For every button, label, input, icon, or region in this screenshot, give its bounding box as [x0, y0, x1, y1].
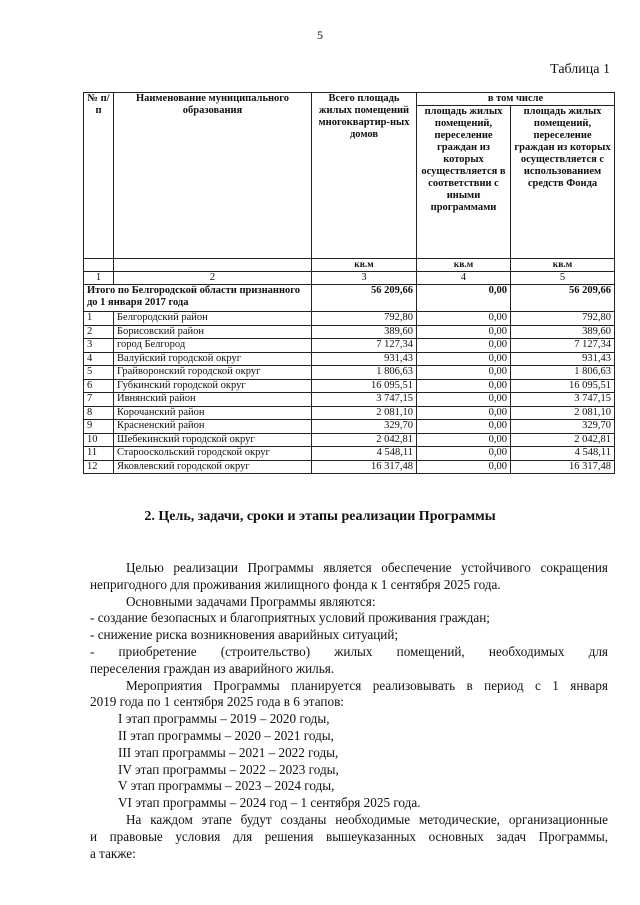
total-label: Итого по Белгородской области признанного до 1 января 2017 года	[84, 285, 312, 312]
stage-item: III этап программы – 2021 – 2022 годы,	[118, 744, 339, 760]
row-total: 2 081,10	[312, 406, 417, 420]
units-row	[84, 259, 615, 272]
column-number: 3	[312, 272, 417, 285]
row-other: 0,00	[417, 393, 511, 407]
row-number: 1	[84, 312, 114, 326]
row-fund: 1 806,63	[511, 366, 615, 380]
row-fund: 931,43	[511, 352, 615, 366]
row-fund: 7 127,34	[511, 339, 615, 353]
row-number: 3	[84, 339, 114, 353]
units-cell-empty	[114, 259, 312, 272]
housing-table	[83, 92, 615, 474]
row-other: 0,00	[417, 433, 511, 447]
table-row	[84, 325, 615, 339]
row-name: Шебекинский городской округ	[114, 433, 312, 447]
row-total: 3 747,15	[312, 393, 417, 407]
row-number: 11	[84, 447, 114, 461]
row-fund: 16 095,51	[511, 379, 615, 393]
row-other: 0,00	[417, 447, 511, 461]
task-item: - создание безопасных и благоприятных условий проживания граждан;	[90, 610, 490, 626]
row-number: 9	[84, 420, 114, 434]
row-other: 0,00	[417, 352, 511, 366]
paragraph-line: Мероприятия Программы планируется реализовывать в период с 1 января	[126, 677, 608, 693]
page-number: 5	[317, 28, 323, 42]
row-name: Корочанский район	[114, 406, 312, 420]
header-including: в том числе	[417, 93, 615, 106]
row-name: Губкинский городской округ	[114, 379, 312, 393]
row-fund: 3 747,15	[511, 393, 615, 407]
row-other: 0,00	[417, 325, 511, 339]
stage-item: VI этап программы – 2024 год – 1 сентября 2025 года.	[118, 795, 421, 811]
units-cell: кв.м	[511, 259, 615, 272]
row-other: 0,00	[417, 460, 511, 474]
row-number: 6	[84, 379, 114, 393]
total-other: 0,00	[417, 285, 511, 312]
task-item: - снижение риска возникновения аварийных ситуаций;	[90, 627, 399, 643]
row-total: 1 806,63	[312, 366, 417, 380]
paragraph-line: Основными задачами Программы являются:	[126, 593, 376, 609]
row-name: Валуйский городской округ	[114, 352, 312, 366]
row-total: 931,43	[312, 352, 417, 366]
row-total: 4 548,11	[312, 447, 417, 461]
paragraph-line: 2019 года по 1 сентября 2025 года в 6 этапов:	[90, 694, 344, 710]
row-total: 16 095,51	[312, 379, 417, 393]
row-number: 10	[84, 433, 114, 447]
row-number: 2	[84, 325, 114, 339]
row-name: Белгородский район	[114, 312, 312, 326]
paragraph-line: а также:	[90, 845, 136, 861]
paragraph-line: Целью реализации Программы является обеспечение устойчивого сокращения	[126, 560, 608, 575]
row-fund: 2 081,10	[511, 406, 615, 420]
total-area: 56 209,66	[312, 285, 417, 312]
row-total: 2 042,81	[312, 433, 417, 447]
column-number: 4	[417, 272, 511, 285]
header-num: № п/п	[84, 93, 114, 259]
section-title: 2. Цель, задачи, сроки и этапы реализации Программы	[144, 509, 496, 524]
paragraph-line: непригодного для проживания жилищного фонда к 1 сентября 2025 года.	[90, 576, 501, 592]
row-number: 8	[84, 406, 114, 420]
paragraph-line: и правовые условия для решения вышеуказанных основных задач Программы,	[90, 828, 608, 844]
row-total: 792,80	[312, 312, 417, 326]
row-total: 7 127,34	[312, 339, 417, 353]
header-other-programs: площадь жилых помещений, переселение граждан из которых осуществляется в соответствии с иными программами	[417, 106, 511, 259]
row-other: 0,00	[417, 379, 511, 393]
row-name: Грайворонский городской округ	[114, 366, 312, 380]
table-row	[84, 312, 615, 326]
row-fund: 2 042,81	[511, 433, 615, 447]
table-row	[84, 420, 615, 434]
row-fund: 16 317,48	[511, 460, 615, 474]
row-name: Старооскольский городской округ	[114, 447, 312, 461]
table-caption: Таблица 1	[550, 62, 610, 77]
table-row	[84, 460, 615, 474]
row-fund: 389,60	[511, 325, 615, 339]
column-number: 1	[84, 272, 114, 285]
header-total: Всего площадь жилых помещений многоквартир-ных домов	[312, 93, 417, 259]
table-header-row	[84, 93, 615, 106]
row-number: 5	[84, 366, 114, 380]
row-total: 329,70	[312, 420, 417, 434]
stage-item: IV этап программы – 2022 – 2023 годы,	[118, 761, 339, 777]
row-other: 0,00	[417, 312, 511, 326]
table-row	[84, 393, 615, 407]
table-row	[84, 433, 615, 447]
row-other: 0,00	[417, 420, 511, 434]
table-row	[84, 379, 615, 393]
total-fund: 56 209,66	[511, 285, 615, 312]
stage-item: II этап программы – 2020 – 2021 годы,	[118, 727, 334, 743]
header-name: Наименование муниципального образования	[114, 93, 312, 259]
row-other: 0,00	[417, 406, 511, 420]
task-item: переселения граждан из аварийного жилья.	[90, 660, 335, 676]
header-fund: площадь жилых помещений, переселение граждан из которых осуществляется с использованием средств Фонда	[511, 106, 615, 259]
body-text	[90, 560, 608, 862]
row-number: 7	[84, 393, 114, 407]
column-number: 5	[511, 272, 615, 285]
table-row	[84, 366, 615, 380]
row-fund: 4 548,11	[511, 447, 615, 461]
row-name: Яковлевский городской округ	[114, 460, 312, 474]
row-name: Красненский район	[114, 420, 312, 434]
stage-item: V этап программы – 2023 – 2024 годы,	[118, 778, 335, 794]
paragraph-line: На каждом этапе будут созданы необходимые методические, организационные	[126, 811, 608, 827]
units-cell-empty	[84, 259, 114, 272]
stage-item: I этап программы – 2019 – 2020 годы,	[118, 711, 330, 727]
table-row	[84, 406, 615, 420]
row-name: Ивнянский район	[114, 393, 312, 407]
row-number: 4	[84, 352, 114, 366]
row-total: 389,60	[312, 325, 417, 339]
row-fund: 792,80	[511, 312, 615, 326]
row-total: 16 317,48	[312, 460, 417, 474]
task-item: - приобретение (строительство) жилых помещений, необходимых для	[90, 643, 608, 659]
row-other: 0,00	[417, 339, 511, 353]
units-cell: кв.м	[417, 259, 511, 272]
table-row	[84, 352, 615, 366]
column-number: 2	[114, 272, 312, 285]
row-name: Борисовский район	[114, 325, 312, 339]
column-numbers-row	[84, 272, 615, 285]
units-cell: кв.м	[312, 259, 417, 272]
table-row	[84, 447, 615, 461]
row-name: город Белгород	[114, 339, 312, 353]
row-other: 0,00	[417, 366, 511, 380]
total-row	[84, 285, 615, 312]
row-fund: 329,70	[511, 420, 615, 434]
row-number: 12	[84, 460, 114, 474]
table-row	[84, 339, 615, 353]
